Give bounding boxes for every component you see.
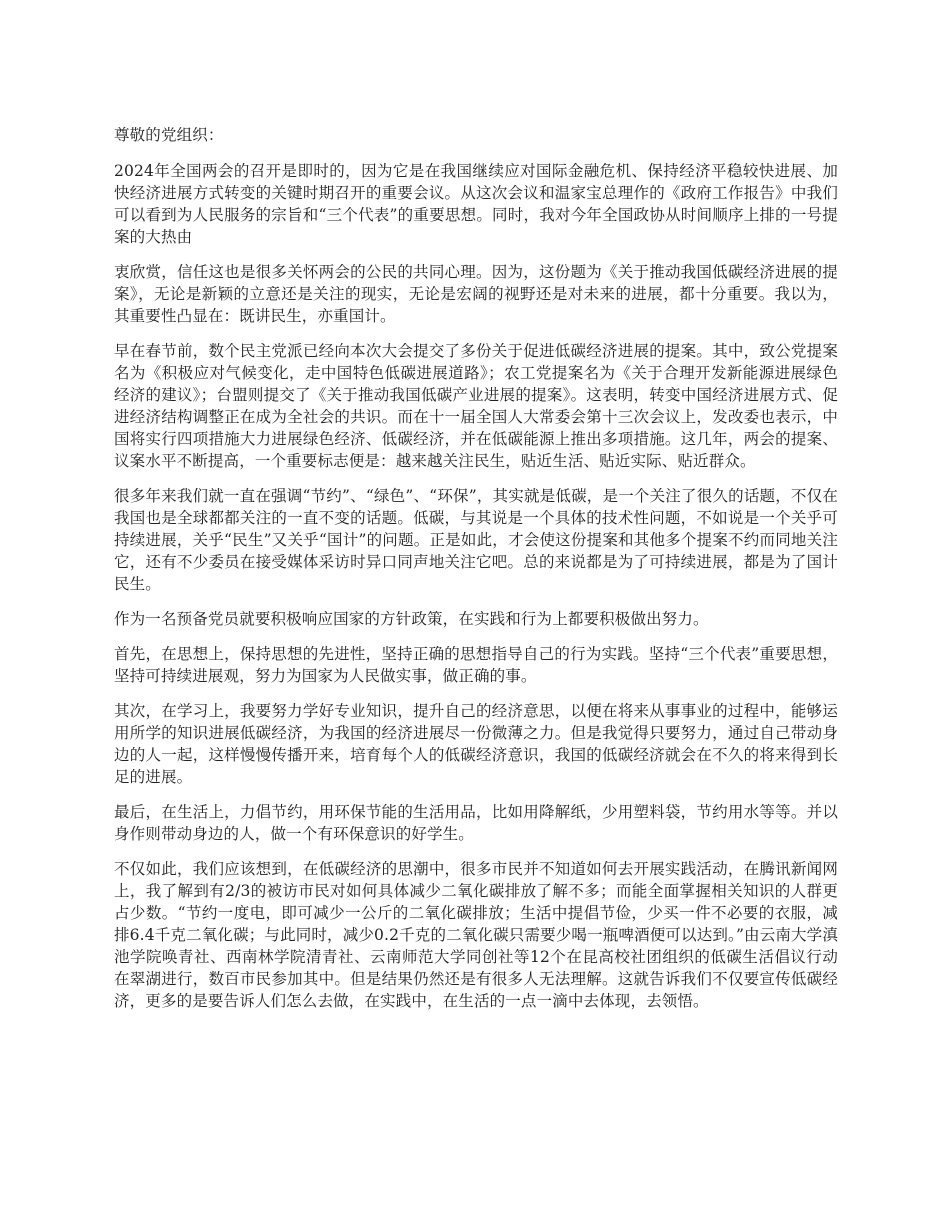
paragraph: 早在春节前，数个民主党派已经向本次大会提交了多份关于促进低碳经济进展的提案。其中，致公党提案名为《积极应对气候变化，走中国特色低碳进展道路》；农工党提案名为《关于合理开发新能源进展绿色经济的建议》；台盟则提交了《关于推动我国低碳产业进展的提案》。这表明，转变中国经济进展方式、促进经济结构调整正在成为全社会的共识。而在十一届全国人大常委会第十三次会议上，发改委也表示，中国将实行四项措施大力进展绿色经济、低碳经济，并在低碳能源上推出多项措施。这几年，两会的提案、议案水平不断提高，一个重要标志便是：越来越关注民生，贴近生活、贴近实际、贴近群众。 [114, 342, 838, 470]
paragraph: 衷欣赏，信任这也是很多关怀两会的公民的共同心理。因为，这份题为《关于推动我国低碳经济进展的提案》，无论是新颖的立意还是关注的现实，无论是宏阔的视野还是对未来的进展，都十分重要。我以为，其重要性凸显在：既讲民生，亦重国计。 [114, 263, 838, 325]
paragraph: 作为一名预备党员就要积极响应国家的方针政策，在实践和行为上都要积极做出努力。 [114, 610, 709, 628]
salutation: 尊敬的党组织： [114, 126, 224, 144]
paragraph: 不仅如此，我们应该想到，在低碳经济的思潮中，很多市民并不知道如何去开展实践活动，在腾讯新闻网上，我了解到有2/3的被访市民对如何具体减少二氧化碳排放了解不多；而能全面掌握相关知识的人群更占少数。“节约一度电，即可减少一公斤的二氧化碳排放；生活中提倡节俭，少买一件不必要的衣服，减排6.4千克二氧化碳；与此同时，减少0.2千克的二氧化碳只需要少喝一瓶啤酒便可以达到。”由云南大学滇池学院唤青社、西南林学院清青社、云南师范大学同创社等12个在昆高校社团组织的低碳生活倡议行动在翠湖进行，数百市民参加其中。但是结果仍然还是有很多人无法理解。这就告诉我们不仅要宣传低碳经济，更多的是要告诉人们怎么去做，在实践中，在生活的一点一滴中去体现，去领悟。 [114, 860, 838, 1010]
paragraph: 其次，在学习上，我要努力学好专业知识，提升自己的经济意思，以便在将来从事事业的过程中，能够运用所学的知识进展低碳经济，为我国的经济进展尽一份微薄之力。但是我觉得只要努力，通过自己带动身边的人一起，这样慢慢传播开来，培育每个人的低碳经济意识，我国的低碳经济就会在不久的将来得到长足的进展。 [114, 702, 838, 786]
paragraph: 首先，在思想上，保持思想的先进性，坚持正确的思想指导自己的行为实践。坚持“三个代表”重要思想，坚持可持续进展观，努力为国家为人民做实事，做正确的事。 [114, 645, 838, 685]
paragraph: 2024年全国两会的召开是即时的，因为它是在我国继续应对国际金融危机、保持经济平稳较快进展、加快经济进展方式转变的关键时期召开的重要会议。从这次会议和温家宝总理作的《政府工作报告》中我们可以看到为人民服务的宗旨和“三个代表”的重要思想。同时，我对今年全国政协从时间顺序上排的一号提案的大热由 [114, 162, 838, 246]
paragraph: 很多年来我们就一直在强调“节约”、“绿色”、“环保”，其实就是低碳，是一个关注了很久的话题，不仅在我国也是全球都都关注的一直不变的话题。低碳，与其说是一个具体的技术性问题，不如说是一个关乎可持续进展，关乎“民生”又关乎“国计”的问题。正是如此，才会使这份提案和其他多个提案不约而同地关注它，还有不少委员在接受媒体采访时异口同声地关注它吧。总的来说都是为了可持续进展，都是为了国计民生。 [114, 487, 838, 593]
paragraph: 最后，在生活上，力倡节约，用环保节能的生活用品，比如用降解纸，少用塑料袋，节约用水等等。并以身作则带动身边的人，做一个有环保意识的好学生。 [114, 803, 838, 843]
document-body [114, 124, 838, 1025]
